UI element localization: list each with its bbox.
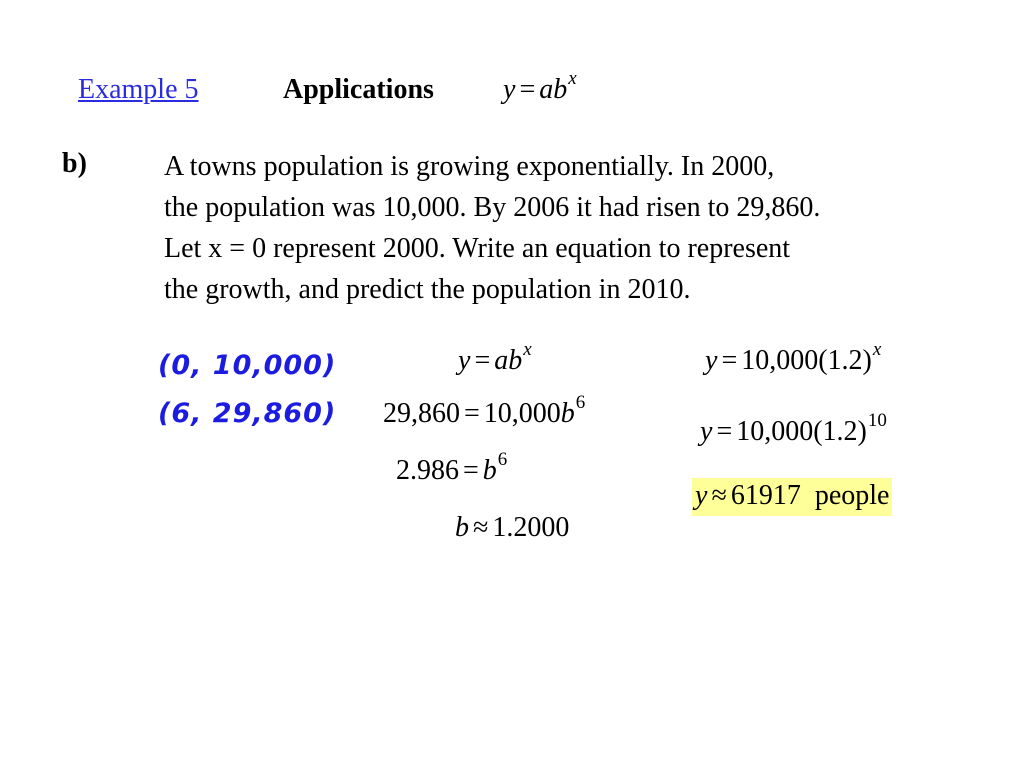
answer-unit: people xyxy=(814,480,890,511)
step4-approx: ≈ xyxy=(473,512,489,543)
section-title: Applications xyxy=(283,74,434,105)
problem-line-1: A towns population is growing exponentially. In 2000, xyxy=(164,151,775,182)
point-2: (6, 29,860) xyxy=(158,398,337,429)
problem-line-4: the growth, and predict the population in 2010. xyxy=(164,274,691,305)
step2-lhs: 29,860 xyxy=(383,398,460,429)
step3-equals: = xyxy=(463,455,479,486)
step3-var: b xyxy=(482,455,497,486)
eq2-y: y xyxy=(700,416,713,447)
step2-exponent: 6 xyxy=(575,392,586,413)
eq1-equals: = xyxy=(721,345,738,376)
step4-rhs: 1.2000 xyxy=(492,512,570,543)
step2-equals: = xyxy=(464,398,480,429)
step1-y: y xyxy=(458,345,471,376)
formula-ab: ab xyxy=(539,74,568,105)
problem-line-2: the population was 10,000. By 2006 it had risen to 29,860. xyxy=(164,192,821,223)
point-1: (0, 10,000) xyxy=(158,350,337,381)
answer-y: y xyxy=(695,480,708,511)
work-step-3 xyxy=(396,449,508,487)
answer-value: 61917 xyxy=(730,480,801,511)
work-step-1 xyxy=(458,339,532,377)
work-step-2 xyxy=(383,392,586,430)
step1-equals: = xyxy=(474,345,491,376)
step2-coef: 10,000 xyxy=(483,398,561,429)
step1-exponent: x xyxy=(523,339,532,360)
step1-ab: ab xyxy=(494,345,523,376)
example-5-link[interactable]: Example 5 xyxy=(78,74,199,105)
formula-exponent: x xyxy=(568,68,577,89)
header-formula xyxy=(503,68,577,106)
eq2-exponent: 10 xyxy=(867,410,887,431)
answer-approx: ≈ xyxy=(711,480,727,511)
eq1-y: y xyxy=(705,345,718,376)
part-label: b) xyxy=(62,148,87,179)
step3-exponent: 6 xyxy=(497,449,508,470)
result-equation-2 xyxy=(700,410,887,448)
step2-var: b xyxy=(560,398,575,429)
final-answer xyxy=(692,478,892,516)
step3-lhs: 2.986 xyxy=(396,455,459,486)
eq2-rhs: 10,000(1.2) xyxy=(736,416,867,447)
problem-text xyxy=(164,146,820,310)
eq1-exponent: x xyxy=(872,339,882,360)
work-step-4 xyxy=(455,512,569,544)
problem-line-3: Let x = 0 represent 2000. Write an equation to represent xyxy=(164,233,791,264)
formula-equals: = xyxy=(519,74,536,105)
eq2-equals: = xyxy=(716,416,733,447)
formula-y: y xyxy=(503,74,516,105)
result-equation-1 xyxy=(705,339,882,377)
step4-var: b xyxy=(455,512,469,543)
eq1-rhs: 10,000(1.2) xyxy=(741,345,872,376)
